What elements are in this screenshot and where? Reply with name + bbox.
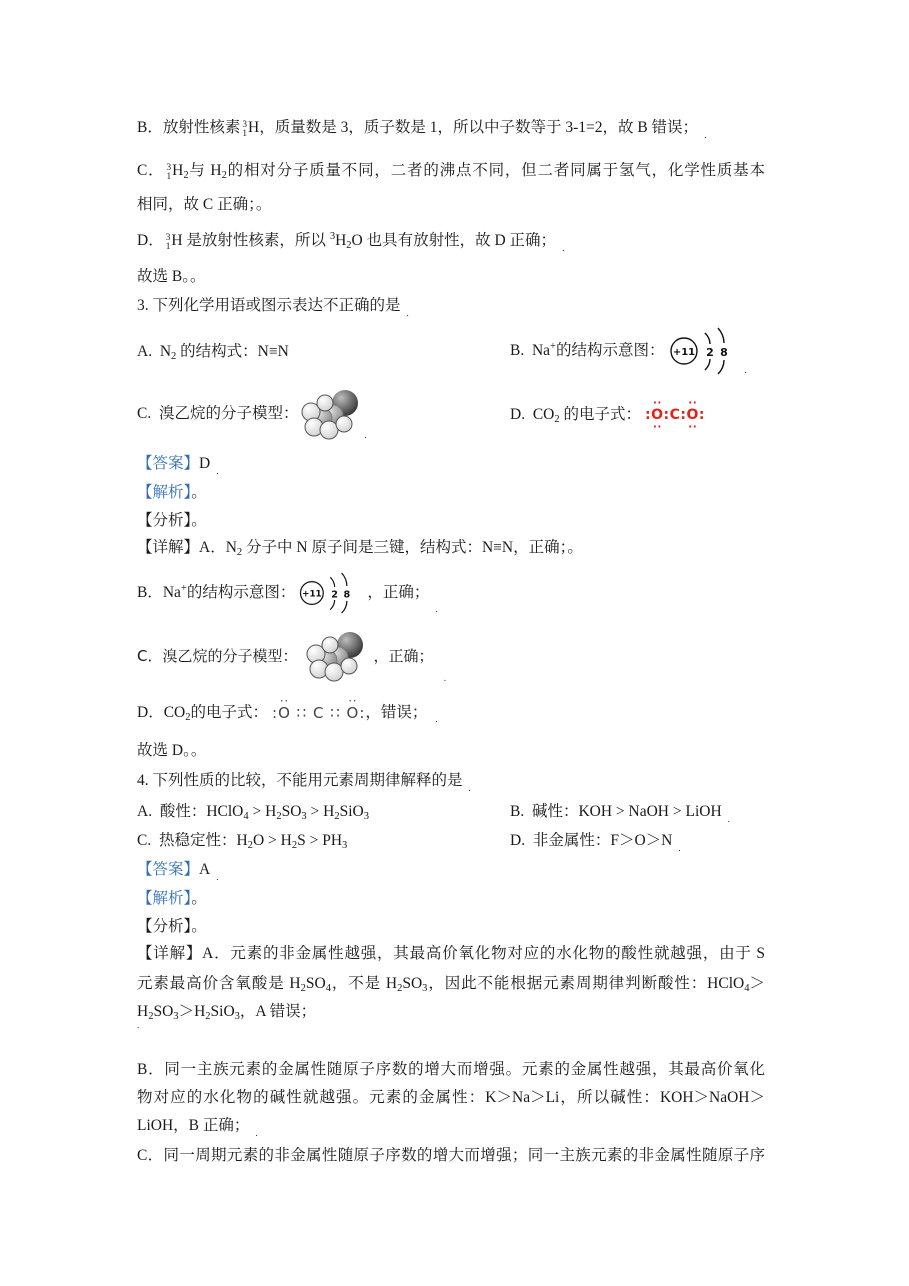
q3-answer — [137, 453, 218, 475]
q3-detail-a — [137, 537, 583, 559]
text-run: 。 — [191, 484, 207, 501]
bromoethane-ball-model — [305, 628, 369, 684]
text-run: ，错误； — [365, 704, 428, 721]
q3-detail-b-suffix — [367, 582, 429, 604]
q4-fenxi-heading — [137, 916, 207, 938]
text-run: D. CO — [510, 406, 555, 423]
subscript: 2 — [300, 983, 306, 995]
text-run: : — [645, 407, 652, 423]
oxygen-with-lone-pairs: ·· O ·· — [687, 404, 699, 426]
shell-2-electron-count: 8 — [719, 346, 728, 359]
q3-option-d-label — [510, 404, 641, 426]
paragraph-mark: . — [678, 843, 681, 853]
subscript: 3 — [422, 983, 428, 995]
q4-detail-a-line2 — [137, 973, 765, 995]
mass-number: 3 — [165, 233, 171, 244]
subscript: 2 — [205, 1011, 211, 1023]
oxygen-with-lone-pairs: ·· O ·· — [651, 404, 663, 426]
paragraph-mark: . — [744, 365, 747, 375]
q3-detail-b — [137, 572, 438, 614]
text-run: ＞H — [178, 1003, 206, 1020]
q2-explanation-option-c-line2 — [137, 194, 271, 216]
subscript: 2 — [334, 811, 340, 823]
section-tag: 【答案】 — [137, 455, 200, 472]
subscript: 2 — [221, 170, 227, 182]
shell-arc-2-top — [342, 573, 347, 586]
text-run: : — [359, 704, 366, 722]
q3-option-c — [137, 388, 367, 440]
section-tag: 【解析】 — [137, 484, 192, 501]
q4-option-d — [510, 830, 681, 852]
subscript: 2 — [183, 170, 189, 182]
co2-electron-formula-red — [645, 404, 705, 426]
q3-detail-d-label — [137, 702, 268, 724]
q2-explanation-option-d — [137, 230, 564, 252]
q4-analysis-heading — [137, 888, 207, 910]
text-run: SO — [153, 1003, 174, 1020]
text-run: D — [199, 455, 211, 472]
q4-option-b — [510, 801, 730, 823]
text-run: B. Na — [510, 342, 551, 359]
atomic-number: 1 — [166, 172, 172, 183]
q3-stem — [137, 295, 409, 317]
nucleus-charge-label: +11 — [302, 589, 323, 600]
subscript: 4 — [744, 983, 750, 995]
paragraph-mark: . — [435, 604, 438, 614]
paragraph-mark: . — [364, 430, 367, 440]
text-run: C. 溴乙烷的分子模型： — [137, 405, 299, 422]
text-run: C．溴乙烷的分子模型： — [137, 647, 298, 665]
q3-analysis-heading — [137, 482, 207, 504]
text-run: 【详解】A．N — [137, 539, 237, 556]
text-run: B．同一主族元素的金属性随原子序数的增大而增强。元素的金属性越强，其最高价氧化 — [137, 1061, 765, 1078]
q3-option-d — [510, 404, 705, 426]
subscript: 3 — [363, 811, 370, 823]
shell-arc-1-bottom — [331, 600, 335, 610]
q3-detail-c-suffix — [373, 645, 433, 667]
q3-fenxi-heading — [137, 510, 207, 532]
q3-option-b — [510, 327, 747, 375]
section-tag: 【答案】 — [137, 861, 200, 878]
paragraph-mark: . — [468, 783, 471, 793]
text-run: SO — [281, 803, 302, 820]
text-run: H 是放射性核素，所以 — [171, 232, 330, 249]
shell-arc-2-bottom — [718, 360, 724, 374]
text-run: LiOH，B 正确； — [137, 1117, 250, 1134]
q3-detail-d — [137, 702, 438, 724]
q4-detail-a-line1 — [137, 943, 765, 965]
text-run: 元素最高价含氧酸是 H — [137, 975, 301, 992]
text-run: 3. 下列化学用语或图示表达不正确的是 — [137, 297, 401, 314]
q3-conclusion — [137, 740, 206, 762]
oxygen-with-lone-pair: ·· O — [278, 702, 291, 724]
text-run: C. 热稳定性：H — [137, 832, 248, 849]
text-run: D． — [137, 232, 164, 249]
subscript: 2 — [276, 811, 282, 823]
q4-detail-b-line1 — [137, 1059, 765, 1081]
text-run: SO — [305, 975, 326, 992]
subscript: 2 — [171, 351, 177, 363]
q4-detail-b-line2 — [137, 1087, 765, 1109]
text-run: 【分析】。 — [137, 918, 207, 935]
text-run: > H — [306, 803, 335, 820]
subscript: 2 — [185, 712, 191, 724]
text-run: 。 — [191, 890, 207, 907]
shell-arc-1-top — [331, 577, 335, 587]
text-run: 【分析】。 — [137, 512, 207, 529]
na-ion-structure-diagram — [297, 572, 367, 614]
subscript: 2 — [247, 840, 253, 852]
text-run: S > PH — [297, 832, 343, 849]
na-ion-structure-diagram — [669, 327, 745, 375]
paragraph-mark: . — [443, 674, 447, 684]
q4-option-c — [137, 830, 347, 852]
superscript: + — [180, 583, 187, 595]
q2-explanation-option-c-line1 — [137, 160, 765, 182]
text-run: 故选 B。。 — [137, 268, 206, 285]
hydrogen-atom-sphere — [336, 416, 352, 432]
oxygen-with-lone-pair: ·· O — [347, 702, 360, 724]
subscript: 3 — [301, 811, 307, 823]
text-run: ，A 错误； — [239, 1003, 317, 1020]
text-run: ∷ C ∷ — [290, 704, 347, 722]
q2-conclusion — [137, 266, 205, 288]
text-run: : — [698, 407, 706, 423]
text-run: H，质量数是 3，质子数是 1，所以中子数等于 3-1=2，故 B 错误； — [248, 119, 699, 136]
q3-option-b-label — [510, 340, 665, 362]
text-run: ，因此不能根据元素周期律判断酸性：HClO — [427, 975, 745, 992]
text-run: A. N — [137, 343, 172, 360]
q4-detail-c-line1 — [137, 1145, 765, 1167]
text-run: ＞ — [749, 975, 765, 992]
q3-detail-c — [137, 628, 446, 684]
text-run: 的电子式： — [190, 704, 269, 721]
text-run: 的结构式：N≡N — [176, 343, 289, 360]
text-run: B. 碱性：KOH > NaOH > LiOH — [510, 803, 722, 820]
hydrogen-atom-sphere — [341, 658, 357, 674]
atomic-number: 1 — [165, 242, 171, 253]
isotope-notation — [166, 164, 171, 182]
paragraph-mark: . — [216, 872, 219, 882]
hydrogen-atom-sphere — [322, 637, 338, 653]
text-run: 与 H — [188, 162, 222, 179]
atomic-number: 1 — [242, 129, 247, 140]
section-tag: 【解析】 — [137, 890, 192, 907]
text-run: SiO — [210, 1003, 235, 1020]
subscript: 2 — [554, 414, 560, 426]
text-run: D．CO — [137, 704, 186, 721]
hydrogen-atom-sphere — [317, 395, 333, 411]
hydrogen-atom-sphere — [320, 421, 338, 439]
shell-arc-1-top — [705, 333, 710, 344]
paragraph-mark: . — [406, 308, 409, 318]
text-run: SO — [402, 975, 423, 992]
shell-arc-1-bottom — [705, 359, 710, 370]
subscript: 3 — [234, 1011, 240, 1023]
subscript: 3 — [342, 840, 348, 852]
bromoethane-ball-model — [300, 388, 367, 440]
shell-1-electron-count: 2 — [705, 346, 714, 359]
co2-electron-formula — [272, 702, 365, 724]
text-run: 【详解】A．元素的非金属性越强，其最高价氧化物对应的水化物的酸性就越强，由于 S — [137, 945, 765, 962]
subscript: 4 — [243, 811, 249, 823]
q3-detail-c-label — [137, 645, 297, 667]
text-run: 分子中 N 原子间是三键，结构式：N≡N，正确；。 — [242, 539, 583, 556]
text-run: C．同一周期元素的非金属性随原子序数的增大而增强；同一主族元素的非金属性随原子序 — [137, 1147, 765, 1164]
shell-arc-2-bottom — [342, 601, 347, 613]
q4-detail-b-line3 — [137, 1115, 258, 1137]
text-run: ，正确； — [367, 584, 430, 601]
isotope-notation — [242, 121, 247, 139]
text-run: H — [172, 162, 184, 179]
text-run: 物对应的水化物的碱性就越强。元素的金属性：K＞Na＞Li，所以碱性：KOH＞NaOH＞ — [137, 1089, 765, 1106]
shell-2-electron-count: 8 — [343, 589, 351, 601]
paragraph-mark: . — [727, 814, 730, 824]
text-run: 4. 下列性质的比较，不能用元素周期律解释的是 — [137, 772, 463, 789]
superscript: 3 — [329, 231, 336, 243]
nucleus-charge-label: +11 — [672, 347, 695, 358]
text-run: 的结构示意图： — [556, 342, 665, 359]
q4-option-a — [137, 801, 369, 823]
subscript: 3 — [173, 1011, 179, 1023]
text-run: ，不是 H — [330, 975, 398, 992]
subscript: 2 — [148, 1011, 154, 1023]
superscript: + — [550, 341, 556, 353]
subscript: 2 — [397, 983, 403, 995]
text-run: O > H — [252, 832, 292, 849]
subscript: 2 — [291, 840, 298, 852]
text-run: :C: — [663, 407, 687, 423]
subscript: 2 — [236, 547, 243, 559]
text-run: A — [199, 861, 211, 878]
hydrogen-atom-sphere — [325, 663, 343, 681]
text-run: H — [137, 1003, 149, 1020]
q3-option-c-label — [137, 403, 298, 425]
q3-option-a — [137, 341, 289, 363]
text-run: A. 酸性：HClO — [137, 803, 244, 820]
text-run: H — [335, 232, 347, 249]
text-run: 相同，故 C 正确；。 — [137, 196, 272, 213]
text-run: B．放射性核素 — [137, 119, 241, 136]
subscript: 4 — [325, 983, 331, 995]
text-run: 故选 D。。 — [137, 742, 207, 759]
paragraph-mark: . — [562, 243, 565, 253]
shell-1-electron-count: 2 — [331, 589, 339, 601]
paragraph-mark: . — [704, 130, 707, 140]
text-run: 的相对分子质量不同，二者的沸点不同，但二者同属于氢气，化学性质基本 — [226, 162, 765, 179]
paragraph-mark: . — [255, 1128, 258, 1138]
subscript: 2 — [346, 240, 352, 252]
isotope-notation — [166, 234, 171, 252]
q3-detail-b-label — [137, 582, 295, 604]
text-run: O 也具有放射性，故 D 正确； — [351, 232, 557, 249]
text-run: B．Na — [137, 584, 181, 601]
q4-detail-a-line3 — [137, 1001, 316, 1023]
shell-arc-2-top — [718, 328, 724, 343]
text-run: ，正确； — [373, 647, 434, 665]
text-run: D. 非金属性：F＞O＞N — [510, 832, 673, 849]
q4-answer — [137, 859, 218, 881]
paragraph-mark: . — [216, 466, 219, 476]
paragraph-mark: . — [435, 714, 438, 724]
mass-number: 3 — [242, 120, 247, 131]
q2-explanation-option-b — [137, 117, 706, 139]
text-run: C． — [137, 162, 165, 179]
text-run: > H — [248, 803, 277, 820]
mass-number: 3 — [166, 163, 172, 174]
q3-detail-d-suffix — [365, 702, 427, 724]
text-run: : — [272, 704, 279, 722]
paragraph-mark: . — [137, 1020, 140, 1030]
text-run: 的结构示意图： — [186, 584, 296, 601]
q4-stem — [137, 770, 471, 792]
text-run: SiO — [339, 803, 364, 820]
text-run: 的电子式： — [559, 406, 642, 423]
